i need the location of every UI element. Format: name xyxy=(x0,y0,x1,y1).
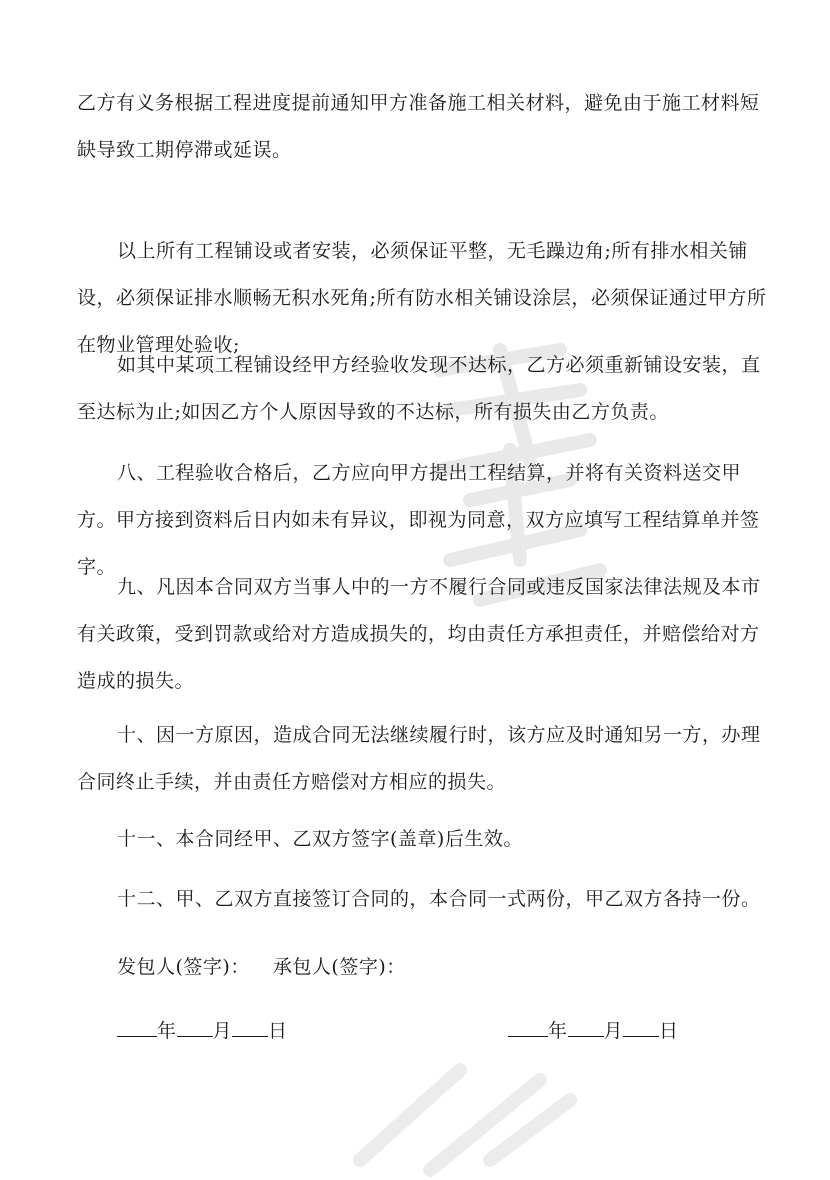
day-blank[interactable] xyxy=(232,1019,268,1037)
day-label: 日 xyxy=(659,1020,679,1042)
month-blank[interactable] xyxy=(177,1019,213,1037)
month-label: 月 xyxy=(603,1020,624,1042)
paragraph-material-notice: 乙方有义务根据工程进度提前通知甲方准备施工相关材料，避免由于施工材料短缺导致工期停滞或延误。 xyxy=(77,92,760,161)
month-blank[interactable] xyxy=(568,1019,604,1037)
date-line-issuer xyxy=(117,1008,288,1055)
paragraph-clause-10: 十、因一方原因，造成合同无法继续履行时，该方应及时通知另一方，办理合同终止手续，并由责任方赔偿对方相应的损失。 xyxy=(77,724,761,793)
day-label: 日 xyxy=(268,1020,288,1042)
issuer-signature-label: 发包人(签字)： xyxy=(117,956,250,978)
year-blank[interactable] xyxy=(117,1019,157,1037)
year-label: 年 xyxy=(548,1020,568,1042)
month-label: 月 xyxy=(212,1020,233,1042)
day-blank[interactable] xyxy=(623,1019,659,1037)
paragraph-installation-standards: 以上所有工程铺设或者安装，必须保证平整，无毛躁边角;所有排水相关铺设，必须保证排水顺畅无积水死角;所有防水相关铺设涂层，必须保证通过甲方所在物业管理处验收; xyxy=(77,240,767,356)
paragraph-clause-11: 十一、本合同经甲、乙双方签字(盖章)后生效。 xyxy=(117,828,523,850)
paragraph-clause-9: 九、凡因本合同双方当事人中的一方不履行合同或违反国家法律法规及本市有关政策，受到罚款或给对方造成损失的，均由责任方承担责任，并赔偿给对方造成的损失。 xyxy=(77,576,761,692)
paragraph-clause-8: 八、工程验收合格后，乙方应向甲方提出工程结算，并将有关资料送交甲方。甲方接到资料后日内如未有异议，即视为同意，双方应填写工程结算单并签字。 xyxy=(77,462,760,578)
contractor-signature-label: 承包人(签字)： xyxy=(272,956,406,978)
paragraph-clause-12: 十二、甲、乙双方直接签订合同的，本合同一式两份，甲乙双方各持一份。 xyxy=(117,888,761,910)
year-label: 年 xyxy=(157,1020,177,1042)
signature-line xyxy=(117,944,406,991)
paragraph-acceptance-failure: 如其中某项工程铺设经甲方经验收发现不达标，乙方必须重新铺设安装，直至达标为止;如因乙方个人原因导致的不达标，所有损失由乙方负责。 xyxy=(77,354,761,423)
watermark-stamp-icon-bottom xyxy=(340,1040,580,1180)
date-line-contractor xyxy=(508,1008,679,1055)
year-blank[interactable] xyxy=(508,1019,548,1037)
